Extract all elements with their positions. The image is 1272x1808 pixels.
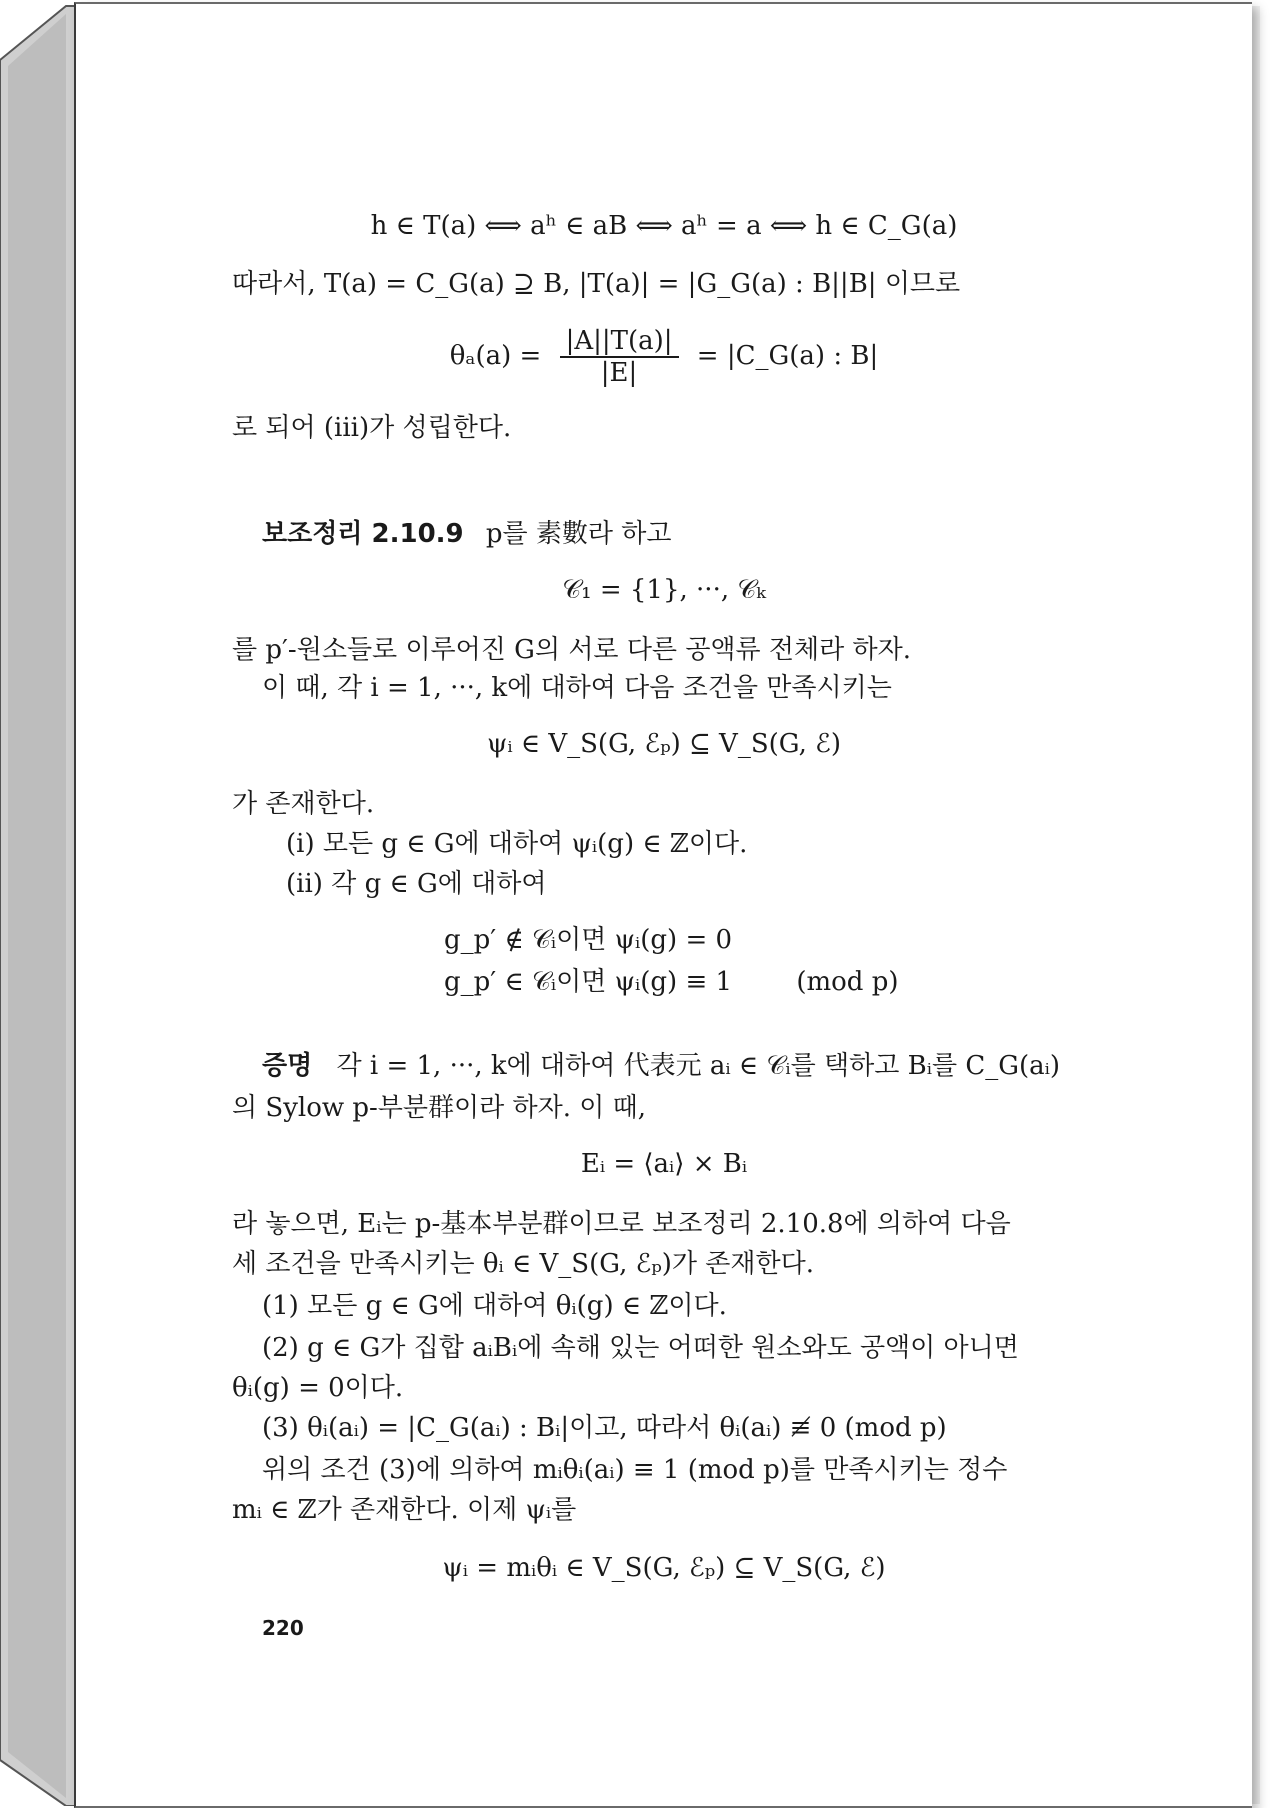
case-in-class — [444, 962, 898, 1002]
psi-equation: ψᵢ ∈ V_S(G, ℰₚ) ⊆ V_S(G, ℰ) — [486, 729, 842, 759]
e-equation: Eᵢ = ⟨aᵢ⟩ × Bᵢ — [580, 1149, 748, 1179]
theta-lhs: θₐ(a) = — [449, 341, 542, 371]
theta-equation — [76, 326, 1252, 388]
proof-line-1 — [262, 1046, 1060, 1086]
theta-denominator: |E| — [600, 358, 638, 388]
classes-equation: 𝒞₁ = {1}, ···, 𝒞ₖ — [562, 575, 766, 605]
proof-text-3: 라 놓으면, Eᵢ는 p-基本부분群이므로 보조정리 2.10.8에 의하여 다음 — [232, 1209, 1011, 1239]
lemma-heading: 보조정리 2.10.9 — [262, 519, 464, 549]
page-content — [76, 4, 1252, 1806]
final-equation: ψᵢ = mᵢθᵢ ∈ V_S(G, ℰₚ) ⊆ V_S(G, ℰ) — [442, 1553, 886, 1583]
proof-text-6: mᵢ ∈ ℤ가 존재한다. 이제 ψᵢ를 — [232, 1495, 577, 1525]
condition-i: (i) 모든 g ∈ G에 대하여 ψᵢ(g) ∈ ℤ이다. — [286, 829, 748, 859]
book-spine — [0, 0, 76, 1806]
lemma-text-3: 가 존재한다. — [232, 789, 375, 819]
lemma-text-1: 를 p′-원소들로 이루어진 G의 서로 다른 공액류 전체라 하자. — [232, 635, 912, 665]
case-not-in-class: g_p′ ∉ 𝒞ᵢ이면 ψᵢ(g) = 0 — [444, 925, 733, 955]
lemma-intro: p를 素數라 하고 — [485, 519, 672, 549]
proof-text-1: 각 i = 1, ···, k에 대하여 代表元 aᵢ ∈ 𝒞ᵢ를 택하고 Bᵢ를 C_G(aᵢ) — [336, 1051, 1061, 1081]
theta-numerator: |A||T(a)| — [560, 326, 679, 358]
equation-chain: h ∈ T(a) ⟺ aʰ ∈ aB ⟺ aʰ = a ⟺ h ∈ C_G(a) — [370, 211, 958, 241]
proof-text-5: 위의 조건 (3)에 의하여 mᵢθᵢ(aᵢ) ≡ 1 (mod p)를 만족시키는 정수 — [262, 1455, 1008, 1485]
item-2b: θᵢ(g) = 0이다. — [232, 1373, 404, 1403]
proof-heading: 증명 — [262, 1051, 313, 1081]
item-3: (3) θᵢ(aᵢ) = |C_G(aᵢ) : Bᵢ|이고, 따라서 θᵢ(aᵢ) ≢ 0 (mod p) — [262, 1413, 947, 1443]
proof-text-2: 의 Sylow p-부분群이라 하자. 이 때, — [232, 1093, 647, 1123]
book-page — [74, 2, 1252, 1808]
case-in-class-mod: (mod p) — [796, 967, 899, 997]
page-number: 220 — [262, 1616, 304, 1640]
theta-fraction — [560, 326, 679, 388]
case-in-class-eq: g_p′ ∈ 𝒞ᵢ이면 ψᵢ(g) ≡ 1 — [444, 967, 733, 997]
text-therefore: 따라서, T(a) = C_G(a) ⊇ B, |T(a)| = |G_G(a) : B||B| 이므로 — [232, 269, 961, 299]
text-iii-holds: 로 되어 (iii)가 성립한다. — [232, 413, 512, 443]
lemma-text-2: 이 때, 각 i = 1, ···, k에 대하여 다음 조건을 만족시키는 — [262, 673, 892, 703]
item-2a: (2) g ∈ G가 집합 aᵢBᵢ에 속해 있는 어떠한 원소와도 공액이 아니면 — [262, 1333, 1019, 1363]
theta-rhs: = |C_G(a) : B| — [696, 341, 879, 371]
proof-text-4: 세 조건을 만족시키는 θᵢ ∈ V_S(G, ℰₚ)가 존재한다. — [232, 1249, 814, 1279]
lemma-title-line — [262, 514, 672, 554]
item-1: (1) 모든 g ∈ G에 대하여 θᵢ(g) ∈ ℤ이다. — [262, 1291, 727, 1321]
condition-ii: (ii) 각 g ∈ G에 대하여 — [286, 869, 547, 899]
